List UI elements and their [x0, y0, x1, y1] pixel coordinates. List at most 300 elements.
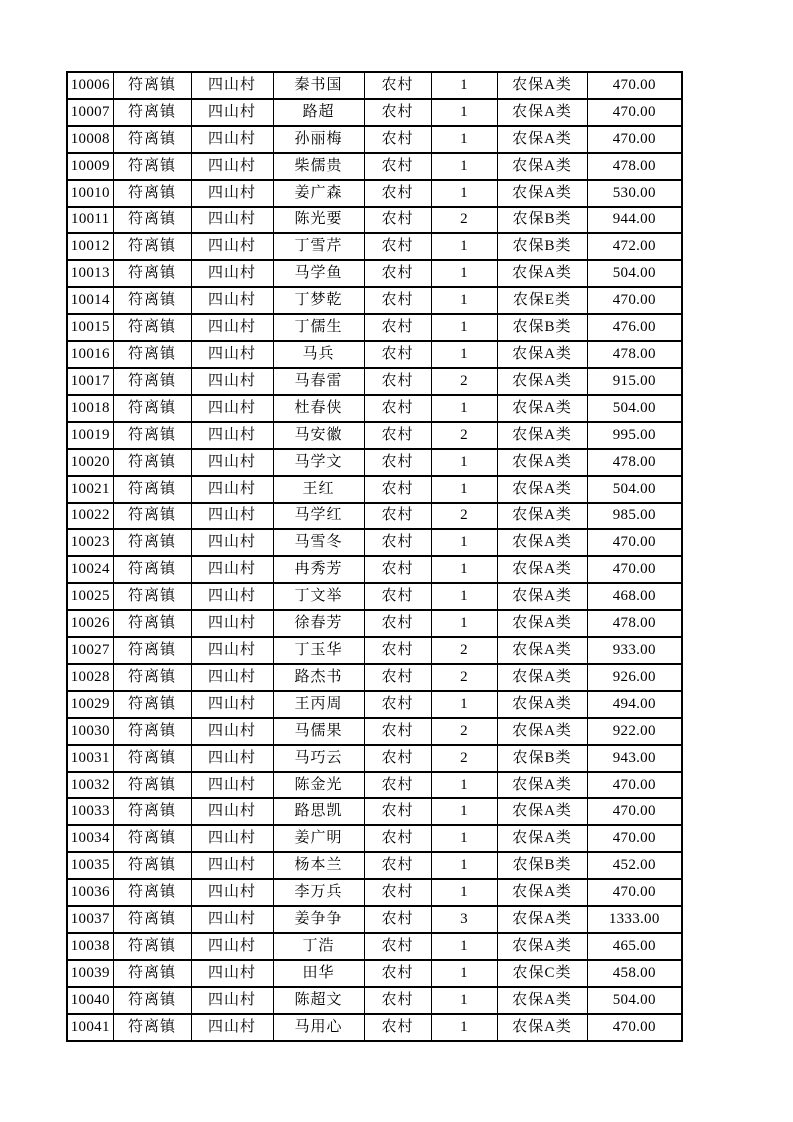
- cell-residence-type: 农村: [364, 529, 431, 556]
- cell-town: 符离镇: [113, 987, 191, 1014]
- cell-amount: 470.00: [587, 126, 682, 153]
- cell-town: 符离镇: [113, 449, 191, 476]
- cell-person-name: 杜春侠: [273, 395, 364, 422]
- cell-amount: 995.00: [587, 422, 682, 449]
- cell-insurance-category: 农保B类: [497, 207, 587, 234]
- cell-residence-type: 农村: [364, 99, 431, 126]
- cell-town: 符离镇: [113, 637, 191, 664]
- table-row: [67, 233, 682, 260]
- cell-person-name: 陈金光: [273, 772, 364, 799]
- cell-amount: 452.00: [587, 852, 682, 879]
- table-row: [67, 449, 682, 476]
- cell-record-id: 10012: [67, 233, 113, 260]
- cell-person-name: 丁玉华: [273, 637, 364, 664]
- cell-insurance-category: 农保A类: [497, 718, 587, 745]
- cell-amount: 504.00: [587, 260, 682, 287]
- cell-headcount: 1: [431, 287, 497, 314]
- cell-amount: 470.00: [587, 99, 682, 126]
- cell-record-id: 10019: [67, 422, 113, 449]
- cell-amount: 926.00: [587, 664, 682, 691]
- cell-headcount: 1: [431, 610, 497, 637]
- cell-record-id: 10021: [67, 476, 113, 503]
- table-row: [67, 207, 682, 234]
- cell-insurance-category: 农保A类: [497, 503, 587, 530]
- cell-amount: 478.00: [587, 610, 682, 637]
- cell-residence-type: 农村: [364, 745, 431, 772]
- table-row: [67, 260, 682, 287]
- cell-residence-type: 农村: [364, 798, 431, 825]
- cell-insurance-category: 农保B类: [497, 233, 587, 260]
- cell-person-name: 路超: [273, 99, 364, 126]
- cell-village: 四山村: [191, 72, 273, 99]
- cell-village: 四山村: [191, 987, 273, 1014]
- cell-residence-type: 农村: [364, 314, 431, 341]
- table-row: [67, 422, 682, 449]
- cell-insurance-category: 农保A类: [497, 422, 587, 449]
- cell-village: 四山村: [191, 610, 273, 637]
- cell-person-name: 姜广明: [273, 825, 364, 852]
- cell-residence-type: 农村: [364, 960, 431, 987]
- cell-insurance-category: 农保A类: [497, 180, 587, 207]
- cell-person-name: 马雪冬: [273, 529, 364, 556]
- cell-amount: 494.00: [587, 691, 682, 718]
- table-row: [67, 583, 682, 610]
- cell-record-id: 10013: [67, 260, 113, 287]
- cell-insurance-category: 农保A类: [497, 449, 587, 476]
- cell-village: 四山村: [191, 718, 273, 745]
- cell-record-id: 10008: [67, 126, 113, 153]
- cell-record-id: 10009: [67, 153, 113, 180]
- cell-insurance-category: 农保A类: [497, 610, 587, 637]
- cell-residence-type: 农村: [364, 233, 431, 260]
- table-row: [67, 610, 682, 637]
- cell-record-id: 10020: [67, 449, 113, 476]
- cell-town: 符离镇: [113, 207, 191, 234]
- table-row: [67, 529, 682, 556]
- cell-amount: 933.00: [587, 637, 682, 664]
- table-row: [67, 503, 682, 530]
- cell-person-name: 柴儒贵: [273, 153, 364, 180]
- cell-headcount: 1: [431, 233, 497, 260]
- cell-insurance-category: 农保A类: [497, 1014, 587, 1041]
- cell-town: 符离镇: [113, 664, 191, 691]
- cell-headcount: 1: [431, 341, 497, 368]
- cell-town: 符离镇: [113, 476, 191, 503]
- cell-record-id: 10033: [67, 798, 113, 825]
- cell-village: 四山村: [191, 207, 273, 234]
- cell-insurance-category: 农保A类: [497, 825, 587, 852]
- cell-headcount: 1: [431, 933, 497, 960]
- cell-town: 符离镇: [113, 287, 191, 314]
- cell-person-name: 姜广森: [273, 180, 364, 207]
- cell-person-name: 丁梦乾: [273, 287, 364, 314]
- table-row: [67, 314, 682, 341]
- cell-town: 符离镇: [113, 852, 191, 879]
- cell-residence-type: 农村: [364, 718, 431, 745]
- cell-headcount: 2: [431, 422, 497, 449]
- cell-record-id: 10041: [67, 1014, 113, 1041]
- cell-village: 四山村: [191, 99, 273, 126]
- cell-town: 符离镇: [113, 718, 191, 745]
- cell-insurance-category: 农保A类: [497, 99, 587, 126]
- cell-person-name: 孙丽梅: [273, 126, 364, 153]
- cell-residence-type: 农村: [364, 610, 431, 637]
- cell-residence-type: 农村: [364, 933, 431, 960]
- cell-residence-type: 农村: [364, 637, 431, 664]
- cell-town: 符离镇: [113, 233, 191, 260]
- table-row: [67, 772, 682, 799]
- cell-residence-type: 农村: [364, 772, 431, 799]
- cell-headcount: 1: [431, 529, 497, 556]
- cell-headcount: 1: [431, 180, 497, 207]
- cell-person-name: 徐春芳: [273, 610, 364, 637]
- cell-village: 四山村: [191, 529, 273, 556]
- table-row: [67, 72, 682, 99]
- cell-person-name: 路杰书: [273, 664, 364, 691]
- cell-record-id: 10028: [67, 664, 113, 691]
- cell-insurance-category: 农保A类: [497, 368, 587, 395]
- cell-town: 符离镇: [113, 260, 191, 287]
- cell-headcount: 1: [431, 691, 497, 718]
- table-row: [67, 1014, 682, 1041]
- table-row: [67, 153, 682, 180]
- cell-village: 四山村: [191, 745, 273, 772]
- cell-village: 四山村: [191, 341, 273, 368]
- cell-headcount: 1: [431, 960, 497, 987]
- cell-person-name: 秦书国: [273, 72, 364, 99]
- cell-insurance-category: 农保A类: [497, 126, 587, 153]
- cell-residence-type: 农村: [364, 180, 431, 207]
- cell-headcount: 1: [431, 879, 497, 906]
- cell-amount: 985.00: [587, 503, 682, 530]
- table-row: [67, 987, 682, 1014]
- cell-amount: 504.00: [587, 476, 682, 503]
- cell-record-id: 10025: [67, 583, 113, 610]
- table-row: [67, 126, 682, 153]
- cell-amount: 470.00: [587, 556, 682, 583]
- cell-residence-type: 农村: [364, 449, 431, 476]
- cell-headcount: 1: [431, 987, 497, 1014]
- cell-village: 四山村: [191, 825, 273, 852]
- cell-record-id: 10029: [67, 691, 113, 718]
- table-row: [67, 556, 682, 583]
- cell-town: 符离镇: [113, 583, 191, 610]
- cell-amount: 504.00: [587, 987, 682, 1014]
- cell-record-id: 10014: [67, 287, 113, 314]
- cell-insurance-category: 农保C类: [497, 960, 587, 987]
- cell-village: 四山村: [191, 906, 273, 933]
- cell-town: 符离镇: [113, 72, 191, 99]
- cell-person-name: 马学鱼: [273, 260, 364, 287]
- cell-record-id: 10030: [67, 718, 113, 745]
- cell-town: 符离镇: [113, 422, 191, 449]
- cell-insurance-category: 农保A类: [497, 153, 587, 180]
- cell-town: 符离镇: [113, 368, 191, 395]
- cell-town: 符离镇: [113, 798, 191, 825]
- cell-insurance-category: 农保A类: [497, 798, 587, 825]
- table-row: [67, 99, 682, 126]
- cell-town: 符离镇: [113, 529, 191, 556]
- cell-record-id: 10018: [67, 395, 113, 422]
- cell-village: 四山村: [191, 233, 273, 260]
- table-row: [67, 879, 682, 906]
- cell-person-name: 田华: [273, 960, 364, 987]
- cell-headcount: 2: [431, 637, 497, 664]
- cell-village: 四山村: [191, 449, 273, 476]
- cell-residence-type: 农村: [364, 691, 431, 718]
- cell-record-id: 10034: [67, 825, 113, 852]
- table-row: [67, 960, 682, 987]
- cell-residence-type: 农村: [364, 825, 431, 852]
- cell-residence-type: 农村: [364, 368, 431, 395]
- cell-amount: 470.00: [587, 798, 682, 825]
- cell-headcount: 2: [431, 664, 497, 691]
- cell-amount: 478.00: [587, 449, 682, 476]
- cell-village: 四山村: [191, 879, 273, 906]
- cell-residence-type: 农村: [364, 1014, 431, 1041]
- cell-person-name: 陈光要: [273, 207, 364, 234]
- table-row: [67, 852, 682, 879]
- cell-village: 四山村: [191, 260, 273, 287]
- cell-record-id: 10032: [67, 772, 113, 799]
- cell-amount: 922.00: [587, 718, 682, 745]
- cell-record-id: 10039: [67, 960, 113, 987]
- cell-headcount: 1: [431, 583, 497, 610]
- cell-village: 四山村: [191, 153, 273, 180]
- cell-person-name: 丁浩: [273, 933, 364, 960]
- cell-town: 符离镇: [113, 395, 191, 422]
- cell-insurance-category: 农保A类: [497, 72, 587, 99]
- cell-town: 符离镇: [113, 341, 191, 368]
- cell-headcount: 1: [431, 153, 497, 180]
- cell-person-name: 杨本兰: [273, 852, 364, 879]
- cell-residence-type: 农村: [364, 987, 431, 1014]
- cell-amount: 478.00: [587, 153, 682, 180]
- cell-headcount: 1: [431, 825, 497, 852]
- cell-town: 符离镇: [113, 556, 191, 583]
- cell-amount: 1333.00: [587, 906, 682, 933]
- cell-person-name: 王红: [273, 476, 364, 503]
- cell-person-name: 马兵: [273, 341, 364, 368]
- cell-headcount: 1: [431, 126, 497, 153]
- cell-headcount: 1: [431, 556, 497, 583]
- cell-record-id: 10031: [67, 745, 113, 772]
- cell-village: 四山村: [191, 476, 273, 503]
- cell-record-id: 10010: [67, 180, 113, 207]
- cell-town: 符离镇: [113, 610, 191, 637]
- cell-residence-type: 农村: [364, 341, 431, 368]
- cell-village: 四山村: [191, 556, 273, 583]
- cell-person-name: 丁雪芹: [273, 233, 364, 260]
- table-row: [67, 476, 682, 503]
- cell-insurance-category: 农保A类: [497, 260, 587, 287]
- cell-residence-type: 农村: [364, 664, 431, 691]
- cell-headcount: 1: [431, 449, 497, 476]
- table-row: [67, 825, 682, 852]
- cell-insurance-category: 农保E类: [497, 287, 587, 314]
- cell-amount: 943.00: [587, 745, 682, 772]
- cell-record-id: 10027: [67, 637, 113, 664]
- cell-town: 符离镇: [113, 933, 191, 960]
- cell-headcount: 1: [431, 395, 497, 422]
- cell-headcount: 1: [431, 476, 497, 503]
- cell-amount: 530.00: [587, 180, 682, 207]
- cell-amount: 915.00: [587, 368, 682, 395]
- cell-town: 符离镇: [113, 960, 191, 987]
- cell-headcount: 1: [431, 798, 497, 825]
- cell-record-id: 10036: [67, 879, 113, 906]
- table-row: [67, 798, 682, 825]
- cell-town: 符离镇: [113, 825, 191, 852]
- cell-village: 四山村: [191, 960, 273, 987]
- cell-insurance-category: 农保A类: [497, 772, 587, 799]
- cell-town: 符离镇: [113, 99, 191, 126]
- cell-village: 四山村: [191, 798, 273, 825]
- cell-record-id: 10017: [67, 368, 113, 395]
- cell-insurance-category: 农保A类: [497, 529, 587, 556]
- cell-record-id: 10035: [67, 852, 113, 879]
- cell-town: 符离镇: [113, 314, 191, 341]
- cell-insurance-category: 农保A类: [497, 476, 587, 503]
- cell-headcount: 1: [431, 772, 497, 799]
- cell-residence-type: 农村: [364, 260, 431, 287]
- cell-person-name: 姜争争: [273, 906, 364, 933]
- cell-residence-type: 农村: [364, 422, 431, 449]
- table-row: [67, 933, 682, 960]
- cell-village: 四山村: [191, 637, 273, 664]
- cell-amount: 465.00: [587, 933, 682, 960]
- cell-amount: 470.00: [587, 825, 682, 852]
- cell-person-name: 马安徽: [273, 422, 364, 449]
- cell-residence-type: 农村: [364, 503, 431, 530]
- cell-headcount: 2: [431, 207, 497, 234]
- cell-village: 四山村: [191, 422, 273, 449]
- cell-residence-type: 农村: [364, 153, 431, 180]
- cell-insurance-category: 农保A类: [497, 583, 587, 610]
- table-row: [67, 745, 682, 772]
- cell-village: 四山村: [191, 691, 273, 718]
- cell-record-id: 10023: [67, 529, 113, 556]
- cell-amount: 470.00: [587, 287, 682, 314]
- cell-village: 四山村: [191, 503, 273, 530]
- cell-headcount: 1: [431, 99, 497, 126]
- cell-village: 四山村: [191, 180, 273, 207]
- cell-residence-type: 农村: [364, 879, 431, 906]
- cell-residence-type: 农村: [364, 395, 431, 422]
- table-row: [67, 368, 682, 395]
- cell-record-id: 10038: [67, 933, 113, 960]
- table-row: [67, 637, 682, 664]
- table-row: [67, 718, 682, 745]
- cell-person-name: 丁文举: [273, 583, 364, 610]
- cell-residence-type: 农村: [364, 287, 431, 314]
- cell-village: 四山村: [191, 314, 273, 341]
- cell-person-name: 丁儒生: [273, 314, 364, 341]
- cell-insurance-category: 农保A类: [497, 906, 587, 933]
- cell-headcount: 2: [431, 503, 497, 530]
- cell-residence-type: 农村: [364, 126, 431, 153]
- cell-town: 符离镇: [113, 1014, 191, 1041]
- table-row: [67, 906, 682, 933]
- cell-residence-type: 农村: [364, 852, 431, 879]
- cell-record-id: 10022: [67, 503, 113, 530]
- cell-residence-type: 农村: [364, 583, 431, 610]
- insurance-roster-table: [66, 71, 683, 1042]
- cell-town: 符离镇: [113, 180, 191, 207]
- cell-residence-type: 农村: [364, 556, 431, 583]
- cell-person-name: 马巧云: [273, 745, 364, 772]
- cell-headcount: 2: [431, 745, 497, 772]
- cell-amount: 470.00: [587, 772, 682, 799]
- cell-person-name: 马春雷: [273, 368, 364, 395]
- cell-town: 符离镇: [113, 772, 191, 799]
- cell-insurance-category: 农保A类: [497, 664, 587, 691]
- cell-person-name: 马用心: [273, 1014, 364, 1041]
- cell-town: 符离镇: [113, 691, 191, 718]
- cell-insurance-category: 农保B类: [497, 852, 587, 879]
- cell-person-name: 陈超文: [273, 987, 364, 1014]
- cell-town: 符离镇: [113, 126, 191, 153]
- table-row: [67, 395, 682, 422]
- cell-amount: 470.00: [587, 879, 682, 906]
- cell-record-id: 10024: [67, 556, 113, 583]
- cell-village: 四山村: [191, 852, 273, 879]
- cell-amount: 470.00: [587, 1014, 682, 1041]
- cell-person-name: 马学红: [273, 503, 364, 530]
- cell-village: 四山村: [191, 772, 273, 799]
- cell-headcount: 2: [431, 368, 497, 395]
- cell-amount: 944.00: [587, 207, 682, 234]
- cell-headcount: 1: [431, 852, 497, 879]
- cell-insurance-category: 农保B类: [497, 314, 587, 341]
- cell-amount: 458.00: [587, 960, 682, 987]
- cell-record-id: 10016: [67, 341, 113, 368]
- cell-person-name: 王丙周: [273, 691, 364, 718]
- cell-record-id: 10015: [67, 314, 113, 341]
- cell-record-id: 10007: [67, 99, 113, 126]
- cell-residence-type: 农村: [364, 207, 431, 234]
- cell-village: 四山村: [191, 1014, 273, 1041]
- table-row: [67, 287, 682, 314]
- cell-amount: 470.00: [587, 72, 682, 99]
- cell-village: 四山村: [191, 368, 273, 395]
- cell-person-name: 马儒果: [273, 718, 364, 745]
- table-row: [67, 341, 682, 368]
- cell-amount: 504.00: [587, 395, 682, 422]
- cell-person-name: 路思凯: [273, 798, 364, 825]
- cell-amount: 478.00: [587, 341, 682, 368]
- cell-amount: 470.00: [587, 529, 682, 556]
- cell-insurance-category: 农保A类: [497, 691, 587, 718]
- cell-amount: 468.00: [587, 583, 682, 610]
- cell-headcount: 1: [431, 314, 497, 341]
- cell-headcount: 1: [431, 1014, 497, 1041]
- cell-headcount: 2: [431, 718, 497, 745]
- cell-residence-type: 农村: [364, 906, 431, 933]
- cell-headcount: 1: [431, 72, 497, 99]
- table-row: [67, 691, 682, 718]
- cell-person-name: 马学文: [273, 449, 364, 476]
- cell-record-id: 10011: [67, 207, 113, 234]
- cell-residence-type: 农村: [364, 476, 431, 503]
- table-row: [67, 180, 682, 207]
- cell-village: 四山村: [191, 583, 273, 610]
- cell-town: 符离镇: [113, 879, 191, 906]
- cell-insurance-category: 农保A类: [497, 879, 587, 906]
- cell-village: 四山村: [191, 287, 273, 314]
- cell-insurance-category: 农保A类: [497, 556, 587, 583]
- cell-amount: 476.00: [587, 314, 682, 341]
